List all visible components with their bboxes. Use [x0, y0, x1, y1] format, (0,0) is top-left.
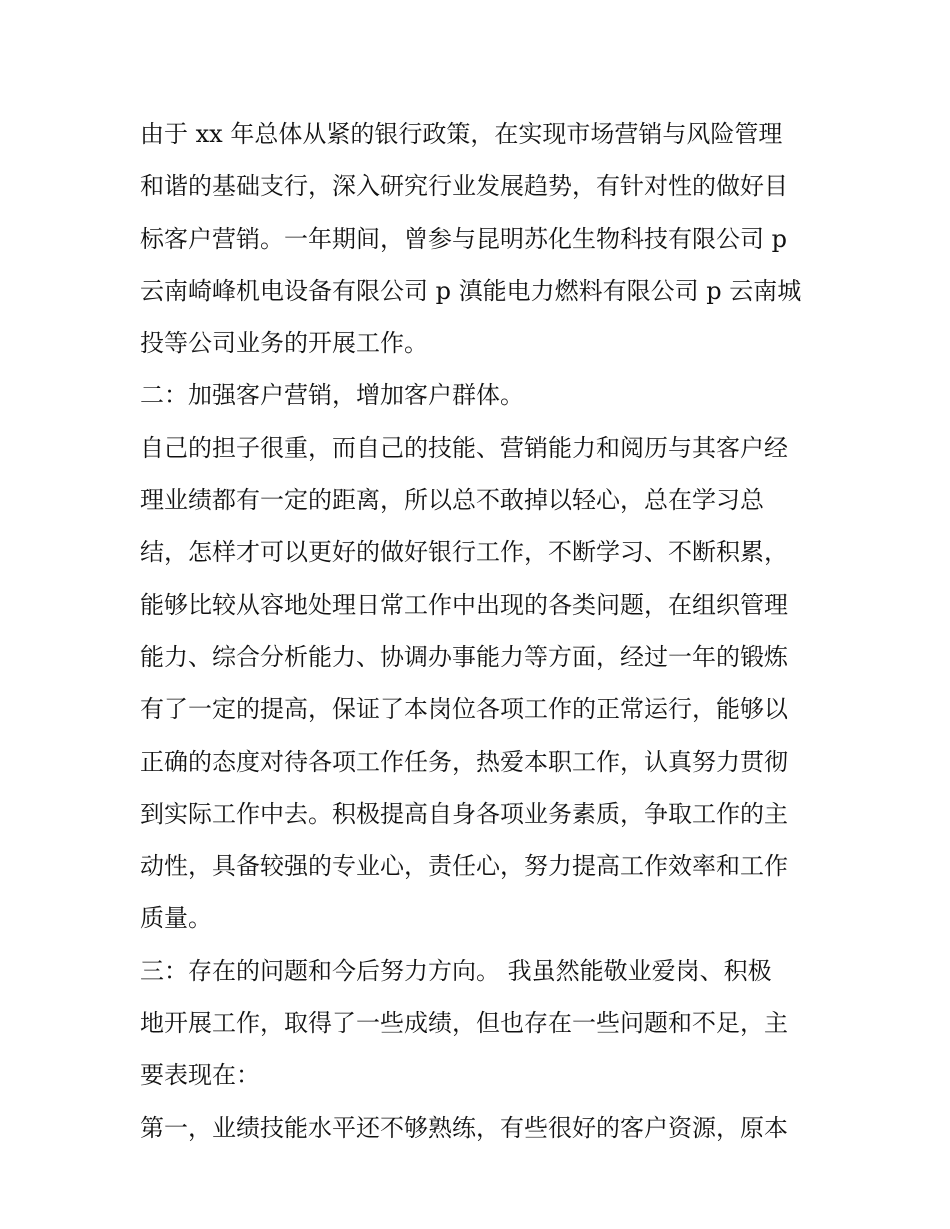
text-line: 有了一定的提高，保证了本岗位各项工作的正常运行，能够以 — [140, 695, 788, 724]
section-heading: 二：加强客户营销，增加客户群体。 — [140, 381, 524, 410]
document-body — [140, 108, 815, 1154]
text-line: 标客户营销。一年期间，曾参与昆明苏化生物科技有限公司 p — [140, 224, 787, 253]
text-line: 由于 xx 年总体从紧的银行政策，在实现市场营销与风险管理 — [140, 120, 783, 148]
text-line: 自己的担子很重，而自己的技能、营销能力和阅历与其客户经 — [140, 433, 788, 462]
text-line: 理业绩都有一定的距离，所以总不敢掉以轻心，总在学习总 — [140, 486, 764, 515]
text-line: 和谐的基础支行，深入研究行业发展趋势，有针对性的做好目 — [140, 172, 788, 201]
text-line: 质量。 — [140, 904, 212, 933]
section-heading: 三：存在的问题和今后努力方向。 我虽然能敬业爱岗、积极 — [140, 956, 772, 985]
text-line: 正确的态度对待各项工作任务，热爱本职工作，认真努力贯彻 — [140, 747, 788, 776]
text-line: 投等公司业务的开展工作。 — [140, 329, 428, 358]
text-line: 云南崎峰机电设备有限公司 p 滇能电力燃料有限公司 p 云南城 — [140, 276, 802, 305]
text-line: 动性，具备较强的专业心，责任心，努力提高工作效率和工作 — [140, 852, 788, 881]
text-line: 第一，业绩技能水平还不够熟练，有些很好的客户资源，原本 — [140, 1113, 788, 1142]
text-line: 要表现在： — [140, 1061, 260, 1090]
text-line: 能够比较从容地处理日常工作中出现的各类问题，在组织管理 — [140, 590, 788, 619]
text-line: 到实际工作中去。积极提高自身各项业务素质，争取工作的主 — [140, 799, 788, 828]
text-line: 地开展工作，取得了一些成绩，但也存在一些问题和不足，主 — [140, 1009, 788, 1038]
text-line: 能力、综合分析能力、协调办事能力等方面，经过一年的锻炼 — [140, 642, 788, 671]
text-line: 结，怎样才可以更好的做好银行工作，不断学习、不断积累， — [140, 538, 788, 567]
